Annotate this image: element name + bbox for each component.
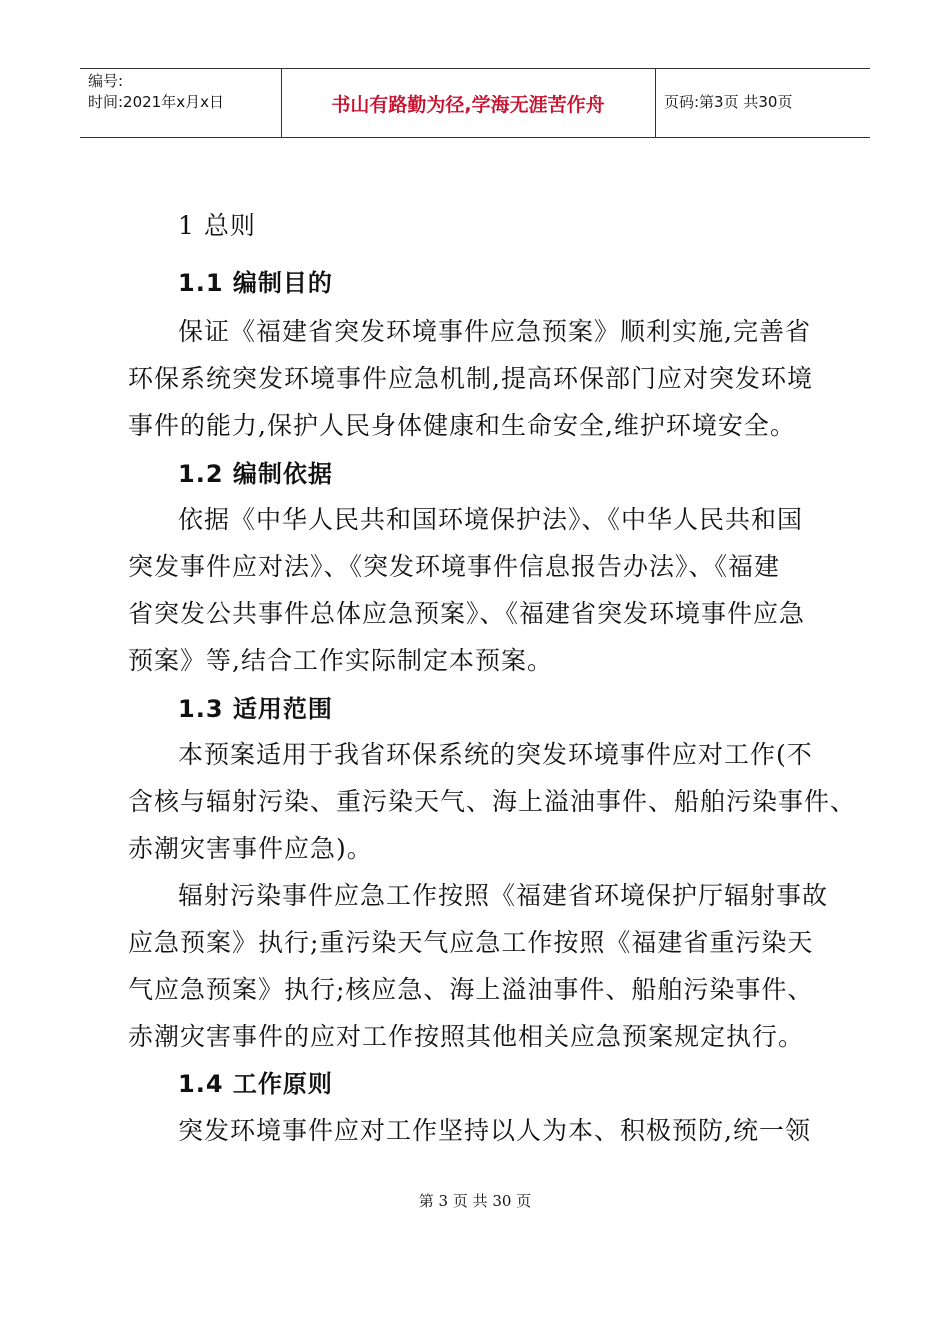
paragraph-line: 赤潮灾害事件应急)。 xyxy=(128,834,373,863)
paragraph-line: 省突发公共事件总体应急预案》、《福建省突发环境事件应急 xyxy=(128,599,806,628)
paragraph-line: 突发环境事件应对工作坚持以人为本、积极预防,统一领 xyxy=(178,1116,811,1145)
header-divider xyxy=(655,69,656,137)
header-motto: 书山有路勤为径,学海无涯苦作舟 xyxy=(331,93,605,116)
header-meta xyxy=(88,71,224,113)
page-footer: 第 3 页 共 30 页 xyxy=(418,1192,532,1210)
document-header xyxy=(80,68,870,138)
paragraph-line: 环保系统突发环境事件应急机制,提高环保部门应对突发环境 xyxy=(128,364,813,393)
subsection-heading: 1.2 编制依据 xyxy=(178,460,333,488)
paragraph-line: 突发事件应对法》、《突发环境事件信息报告办法》、《福建 xyxy=(128,552,781,581)
subsection-heading: 1.3 适用范围 xyxy=(178,695,333,723)
paragraph-line: 事件的能力,保护人民身体健康和生命安全,维护环境安全。 xyxy=(128,411,796,440)
paragraph-line: 含核与辐射污染、重污染天气、海上溢油事件、船舶污染事件、 xyxy=(128,787,857,816)
paragraph-line: 应急预案》执行;重污染天气应急工作按照《福建省重污染天 xyxy=(128,928,814,957)
number-label: 编号: xyxy=(88,72,124,90)
paragraph-line: 气应急预案》执行;核应急、海上溢油事件、船舶污染事件、 xyxy=(128,975,814,1004)
section-heading: 1 总则 xyxy=(178,211,256,240)
paragraph-line: 预案》等,结合工作实际制定本预案。 xyxy=(128,646,553,675)
time-label: 时间:2021年x月x日 xyxy=(88,93,224,111)
paragraph-line: 辐射污染事件应急工作按照《福建省环境保护厅辐射事故 xyxy=(178,881,829,910)
paragraph-line: 依据《中华人民共和国环境保护法》、《中华人民共和国 xyxy=(178,505,804,534)
paragraph-line: 保证《福建省突发环境事件应急预案》顺利实施,完善省 xyxy=(178,317,811,346)
paragraph-line: 赤潮灾害事件的应对工作按照其他相关应急预案规定执行。 xyxy=(128,1022,805,1051)
subsection-heading: 1.1 编制目的 xyxy=(178,269,333,297)
header-page-code: 页码:第3页 共30页 xyxy=(664,93,793,111)
subsection-heading: 1.4 工作原则 xyxy=(178,1070,333,1098)
paragraph-line: 本预案适用于我省环保系统的突发环境事件应对工作(不 xyxy=(178,740,813,769)
